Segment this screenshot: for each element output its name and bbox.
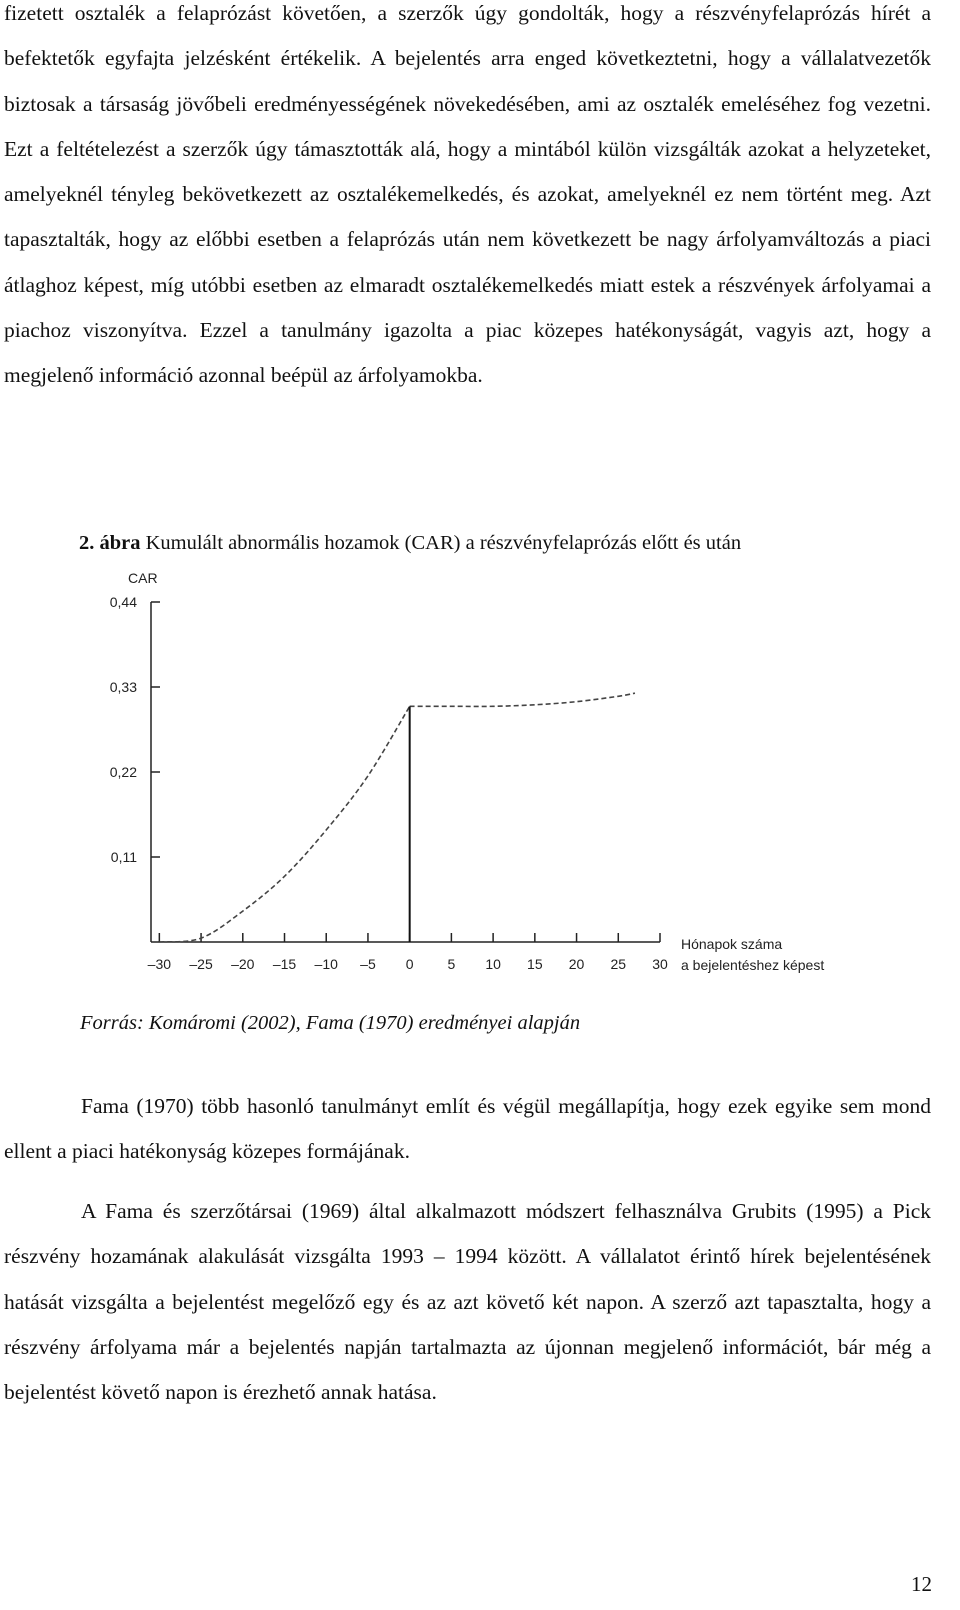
x-axis-label-line1: Hónapok száma (681, 936, 783, 952)
y-tick-label: 0,33 (109, 679, 137, 695)
paragraph-top: fizetett osztalék a felaprózást követően, a szerzők úgy gondolták, hogy a részvényfelaprózás hírét a befektetők egyfajta jelzésként értékelik. A bejelentés arra enged következtetni, hogy a vállalatvezetők biztosak a társaság jövőbeli eredményességének növekedésében, ami az osztalék emeléséhez fog vezetni. Ezt a feltételezést a szerzők úgy támasztották alá, hogy a mintából külön vizsgálták azokat a helyzeteket, amelyeknél tényleg bekövetkezett az osztalékemelkedés, és azokat, amelyeknél ez nem történt meg. Azt tapasztalták, hogy az előbbi esetben a felaprózás után nem következett be nagy árfolyamváltozás a piaci átlaghoz képest, míg utóbbi esetben az elmaradt osztalékemelkedés miatt estek a részvények árfolyamai a piachoz viszonyítva. Ezzel a tanulmány igazolta a piac közepes hatékonyságát, vagyis azt, hogy a megjelenő információ azonnal beépül az árfolyamokba. (4, 1, 931, 388)
figure-caption-text: Kumulált abnormális hozamok (CAR) a részvényfelaprózás előtt és után (140, 532, 742, 554)
x-tick-label: 10 (485, 956, 501, 972)
x-tick-label: 15 (527, 956, 543, 972)
series-line (159, 706, 409, 942)
x-tick-label: 5 (447, 956, 456, 972)
x-tick-label: –15 (272, 956, 297, 972)
x-tick-label: –30 (147, 956, 172, 972)
car-chart (95, 562, 855, 982)
figure-caption (79, 532, 741, 555)
x-tick-label: –25 (189, 956, 213, 972)
x-axis-label-line2: a bejelentéshez képest (681, 957, 825, 973)
x-axis (148, 933, 668, 972)
y-axis (110, 594, 160, 942)
chart-series (159, 693, 635, 942)
series-line (410, 693, 635, 706)
x-tick-label: –5 (360, 956, 376, 972)
x-tick-label: 25 (610, 956, 627, 972)
page-number: 12 (911, 1572, 932, 1596)
figure-caption-number: 2. ábra (79, 532, 141, 554)
x-tick-label: 0 (405, 956, 414, 972)
y-tick-label: 0,22 (109, 764, 137, 780)
x-tick-label: –10 (314, 956, 338, 972)
paragraph-fama: Fama (1970) több hasonló tanulmányt említ és végül megállapítja, hogy ezek egyike sem mond ellent a piaci hatékonyság közepes formájának. (4, 1094, 931, 1164)
y-axis-label: CAR (128, 570, 158, 586)
paragraph-grubits: A Fama és szerzőtársai (1969) által alkalmazott módszert felhasználva Grubits (1995) a Pick részvény hozamának alakulását vizsgálta 1993 – 1994 között. A vállalatot érintő hírek bejelentésének hatását vizsgálta a bejelentést megelőző egy és az azt követő két napon. A szerző azt tapasztalta, hogy a részvény árfolyama már a bejelentés napján tartalmazta az újonnan megjelenő információt, bár még a bejelentést követő napon is érezhető annak hatása. (4, 1199, 931, 1405)
figure-source: Forrás: Komáromi (2002), Fama (1970) eredményei alapján (80, 1012, 581, 1034)
y-tick-label: 0,11 (110, 849, 137, 865)
y-tick-label: 0,44 (109, 594, 137, 610)
x-tick-label: 30 (652, 956, 668, 972)
x-tick-label: –20 (231, 956, 255, 972)
x-tick-label: 20 (568, 956, 585, 972)
